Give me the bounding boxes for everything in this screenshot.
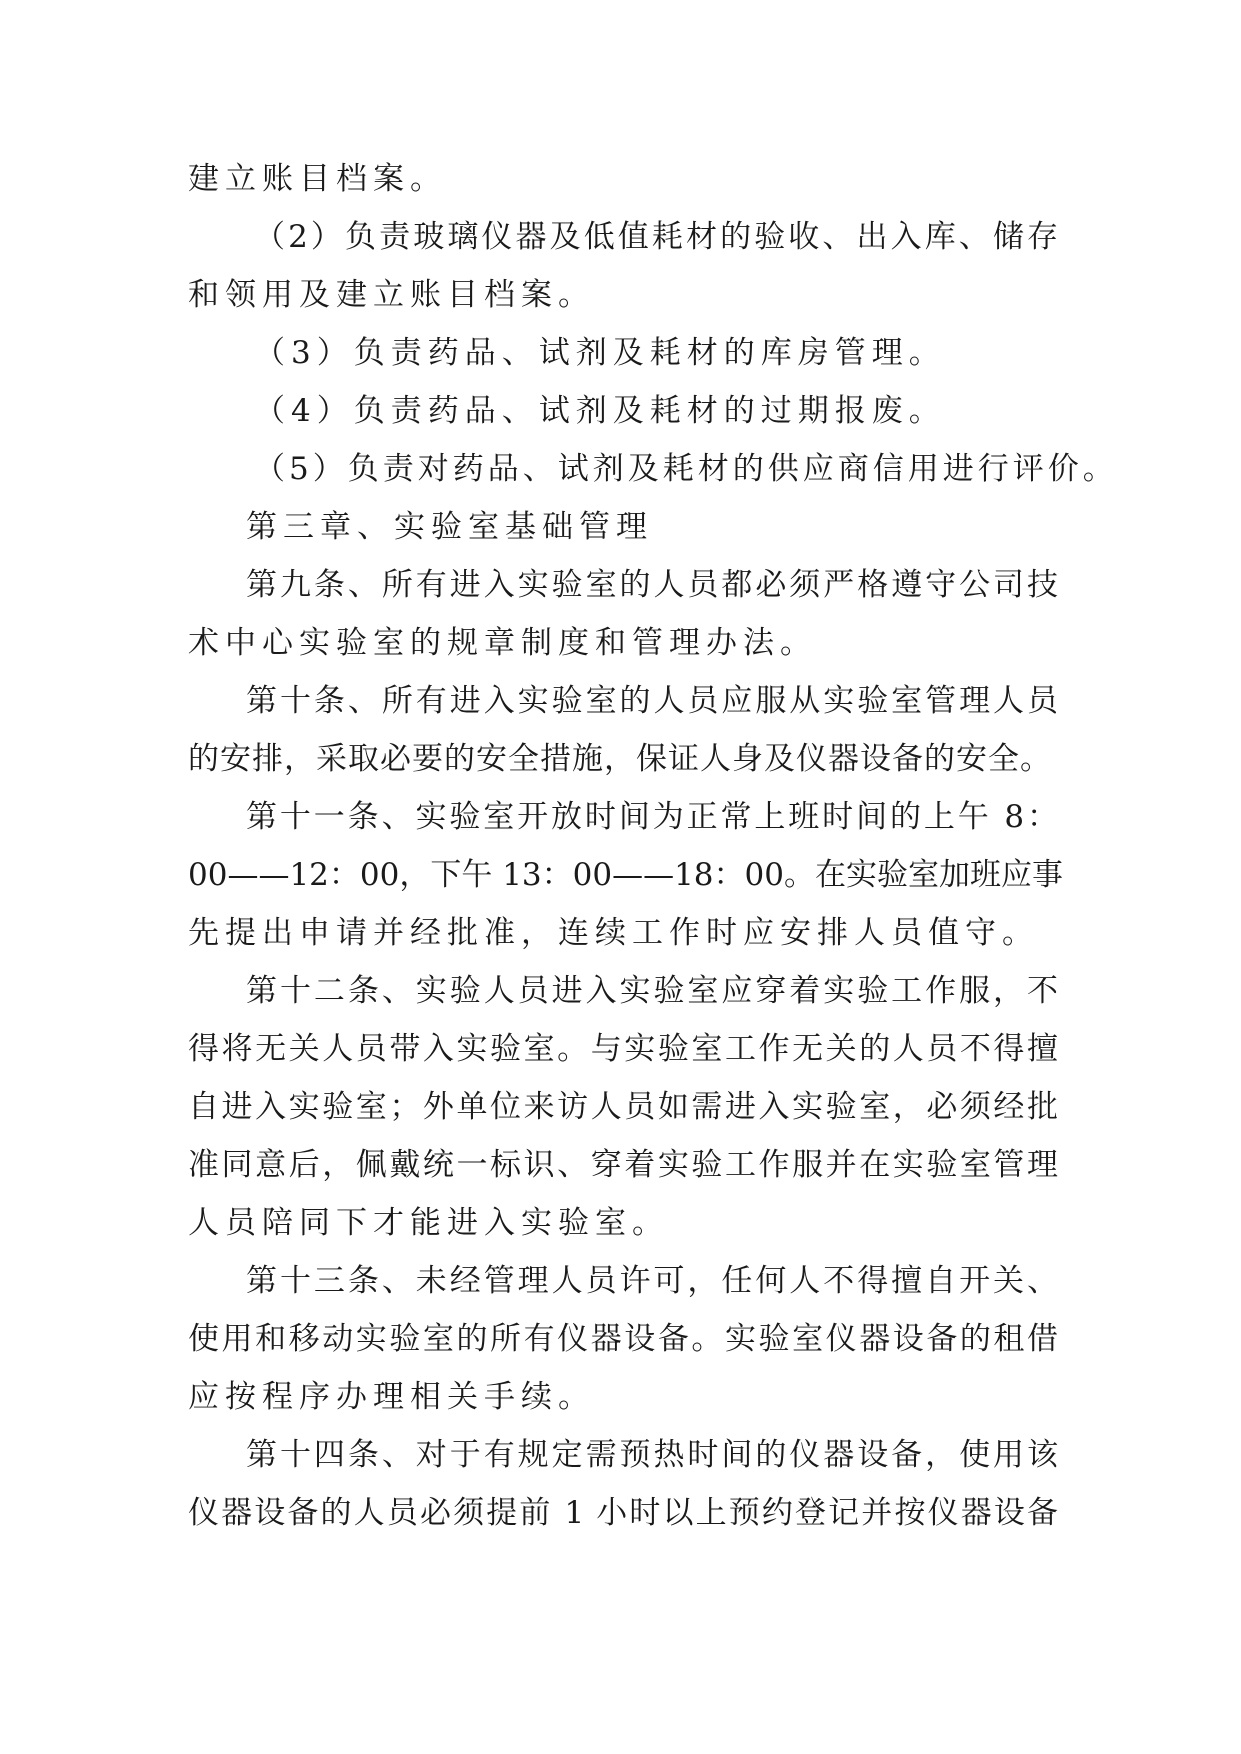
text-line: 应按程序办理相关手续。 (188, 1379, 595, 1415)
text-line: 第十四条、对于有规定需预热时间的仪器设备，使用该 (246, 1437, 1058, 1473)
text-line: 和领用及建立账目档案。 (188, 277, 595, 313)
text-line: 术中心实验室的规章制度和管理办法。 (188, 625, 817, 661)
text-line: 准同意后，佩戴统一标识、穿着实验工作服并在实验室管理 (188, 1147, 1058, 1183)
text-line: 得将无关人员带入实验室。与实验室工作无关的人员不得擅 (188, 1031, 1058, 1067)
text-line: 自进入实验室；外单位来访人员如需进入实验室，必须经批 (188, 1089, 1058, 1125)
text-line: 第十三条、未经管理人员许可，任何人不得擅自开关、 (246, 1263, 1058, 1299)
text-line: 的安排，采取必要的安全措施，保证人身及仪器设备的安全。 (188, 741, 1052, 777)
text-line: 仪器设备的人员必须提前 1 小时以上预约登记并按仪器设备 (188, 1495, 1058, 1531)
text-line: 使用和移动实验室的所有仪器设备。实验室仪器设备的租借 (188, 1321, 1058, 1357)
text-line: 先提出申请并经批准，连续工作时应安排人员值守。 (188, 915, 1039, 951)
text-line: 第十条、所有进入实验室的人员应服从实验室管理人员 (246, 683, 1058, 719)
text-line: （5）负责对药品、试剂及耗材的供应商信用进行评价。 (254, 451, 1118, 487)
document-body (188, 150, 1118, 1542)
section-heading: 第三章、实验室基础管理 (246, 509, 653, 545)
text-line: （4）负责药品、试剂及耗材的过期报废。 (254, 393, 946, 429)
text-line: 第九条、所有进入实验室的人员都必须严格遵守公司技 (246, 567, 1058, 603)
text-line: 人员陪同下才能进入实验室。 (188, 1205, 669, 1241)
text-line: 第十二条、实验人员进入实验室应穿着实验工作服，不 (246, 973, 1058, 1009)
text-line: （3）负责药品、试剂及耗材的库房管理。 (254, 335, 946, 371)
text-line: （2）负责玻璃仪器及低值耗材的验收、出入库、储存 (254, 219, 1058, 255)
text-line: 00——12：00，下午 13：00——18：00。在实验室加班应事 (188, 857, 1063, 893)
text-line: 建立账目档案。 (188, 161, 447, 197)
text-line: 第十一条、实验室开放时间为正常上班时间的上午 8： (246, 799, 1058, 835)
